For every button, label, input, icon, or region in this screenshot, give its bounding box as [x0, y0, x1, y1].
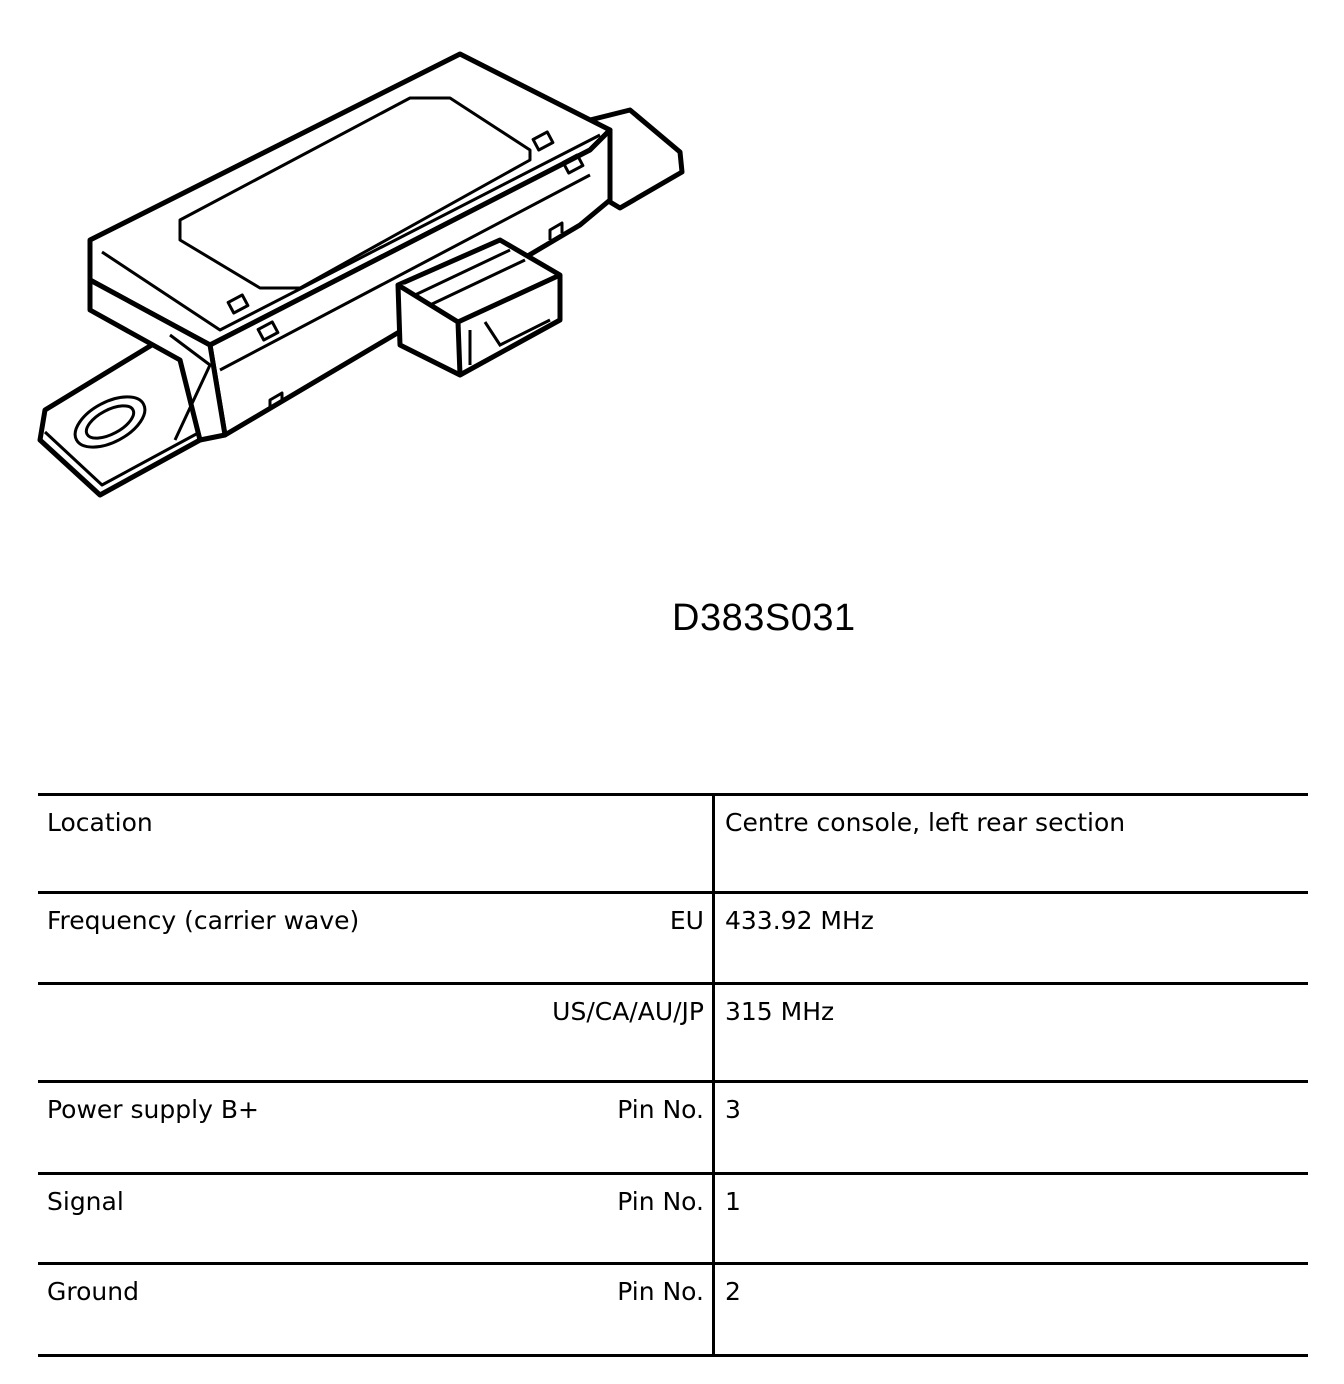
- table-cell-label: [38, 1083, 715, 1172]
- receiver-module-illustration: [30, 40, 710, 520]
- row-label: Power supply B+: [47, 1095, 259, 1124]
- table-row: [38, 1080, 1308, 1172]
- row-value: 1: [725, 1187, 741, 1216]
- row-qualifier: Pin No.: [617, 1095, 704, 1124]
- table-cell-label: [38, 894, 715, 982]
- table-row: [38, 1262, 1308, 1357]
- spec-table: [38, 793, 1308, 1357]
- row-qualifier: EU: [669, 906, 704, 935]
- table-cell-label: [38, 1265, 715, 1354]
- row-label: Location: [47, 808, 153, 837]
- row-label: Ground: [47, 1277, 139, 1306]
- row-qualifier: US/CA/AU/JP: [552, 997, 704, 1026]
- row-value: 315 MHz: [725, 997, 835, 1026]
- row-value: Centre console, left rear section: [725, 808, 1126, 837]
- row-label: Signal: [47, 1187, 124, 1216]
- table-cell-label: [38, 796, 715, 891]
- table-row: [38, 982, 1308, 1080]
- figure-id: D383S031: [672, 597, 856, 639]
- row-qualifier: Pin No.: [617, 1187, 704, 1216]
- table-cell-label: [38, 985, 715, 1080]
- row-value: 2: [725, 1277, 741, 1306]
- table-row: [38, 793, 1308, 891]
- table-row: [38, 891, 1308, 982]
- table-row: [38, 1172, 1308, 1262]
- row-value: 3: [725, 1095, 741, 1124]
- row-qualifier: Pin No.: [617, 1277, 704, 1306]
- row-value: 433.92 MHz: [725, 906, 874, 935]
- table-cell-label: [38, 1175, 715, 1262]
- row-label: Frequency (carrier wave): [47, 906, 360, 935]
